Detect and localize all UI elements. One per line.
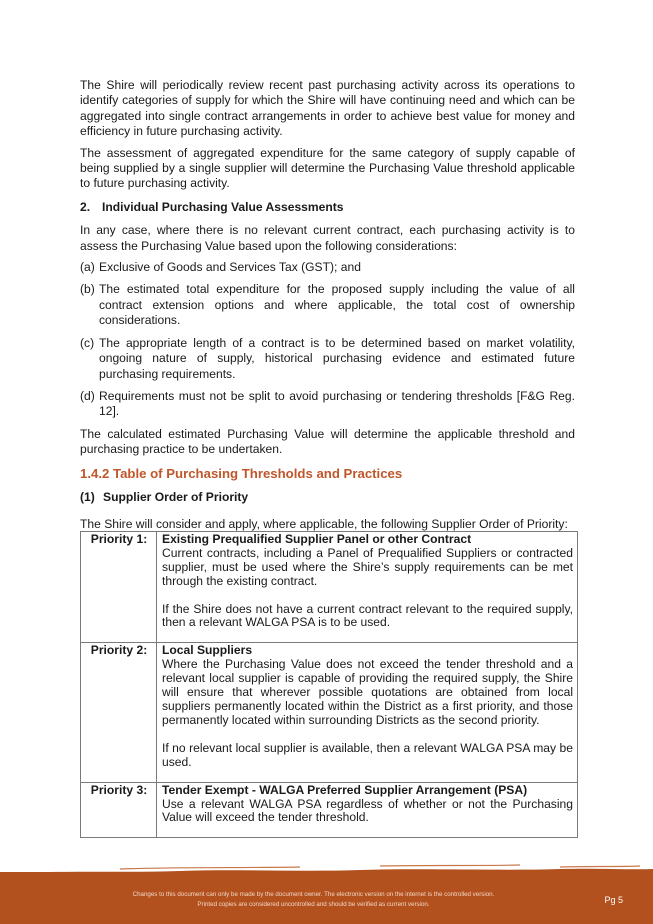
table-row — [81, 531, 578, 642]
section-heading — [80, 200, 575, 215]
priority-description — [157, 531, 578, 642]
priority-label: Priority 1: — [81, 531, 157, 642]
table-row — [81, 643, 578, 782]
priority-text: Use a relevant WALGA PSA regardless of whether or not the Purchasing Value will exceed the tender threshold. — [162, 796, 573, 825]
section-title: Individual Purchasing Value Assessments — [102, 199, 344, 214]
page-footer — [0, 872, 653, 924]
priority-table — [80, 531, 578, 838]
list-item-text: Requirements must not be split to avoid purchasing or tendering thresholds [F&G Reg. 12]. — [99, 388, 575, 419]
list-item-text: The appropriate length of a contract is to be determined based on market volatility, ongoing nature of supply, historical purchasing evidence and estimated future purchasing requirements. — [99, 335, 575, 381]
section-number: 2. — [80, 199, 91, 214]
priority-text: If the Shire does not have a current contract relevant to the required supply, then a relevant WALGA PSA is to be used. — [162, 601, 573, 630]
list-item-text: The estimated total expenditure for the proposed supply including the value of all contract extension options and where applicable, the total cost of ownership considerations. — [99, 282, 575, 328]
priority-heading — [80, 490, 575, 505]
section-intro: In any case, where there is no relevant current contract, each purchasing activity is to assess the Purchasing Value based upon the following considerations: — [80, 223, 575, 253]
page-number: Pg 5 — [604, 895, 623, 905]
paragraph-assessment: The assessment of aggregated expenditure for the same category of supply capable of being supplied by a single supplier will determine the Purchasing Value threshold applicable to future purchasing activity. — [80, 145, 575, 191]
priority-heading-title: Supplier Order of Priority — [103, 489, 249, 504]
list-item-label: (c) — [80, 335, 95, 350]
list-item — [80, 282, 575, 328]
list-item — [80, 336, 575, 382]
priority-label: Priority 2: — [81, 643, 157, 782]
priority-label: Priority 3: — [81, 782, 157, 838]
table-row — [81, 782, 578, 838]
footer-note — [0, 890, 627, 910]
priority-description — [157, 643, 578, 782]
list-item — [80, 389, 575, 420]
list-item-label: (d) — [80, 388, 95, 403]
subsection-heading: 1.4.2 Table of Purchasing Thresholds and Practices — [80, 465, 403, 481]
priority-description — [157, 782, 578, 838]
footer-note-line: Printed copies are considered uncontrolled and should be verified as current version. — [197, 901, 430, 908]
list-item-label: (a) — [80, 260, 95, 275]
document-body — [80, 78, 575, 838]
paragraph-review: The Shire will periodically review recent past purchasing activity across its operations to identify categories of supply for which the Shire will have continuing need and which can be aggregated into single contract arrangements in order to achieve best value for money and efficiency in future purchasing activity. — [80, 78, 575, 139]
priority-text: Where the Purchasing Value does not exceed the tender threshold and a relevant local supplier is capable of providing the required supply, the Shire will ensure that wherever possible quotations are obtained from local suppliers permanently located within the District as a first priority, and those permanently located within surrounding Districts as the second priority. — [162, 657, 573, 727]
list-item-label: (b) — [80, 282, 95, 297]
priority-intro: The Shire will consider and apply, where applicable, the following Supplier Order of Priority: — [80, 516, 568, 531]
list-item-text: Exclusive of Goods and Services Tax (GST); and — [99, 260, 361, 275]
priority-title: Local Suppliers — [162, 643, 253, 658]
priority-heading-number: (1) — [80, 489, 95, 504]
priority-title: Existing Prequalified Supplier Panel or other Contract — [162, 531, 472, 546]
priority-text: If no relevant local supplier is available, then a relevant WALGA PSA may be used. — [162, 740, 573, 769]
section-closing: The calculated estimated Purchasing Value will determine the applicable threshold and purchasing practice to be undertaken. — [80, 426, 575, 457]
footer-note-line: Changes to this document can only be made by the document owner. The electronic version on the internet is the controlled version. — [132, 891, 495, 898]
priority-title: Tender Exempt - WALGA Preferred Supplier Arrangement (PSA) — [162, 782, 528, 797]
list-item — [80, 260, 575, 275]
priority-text: Current contracts, including a Panel of Prequalified Suppliers or contracted supplier, must be used where the Shire’s supply requirements can be met through the existing contract. — [162, 545, 573, 588]
